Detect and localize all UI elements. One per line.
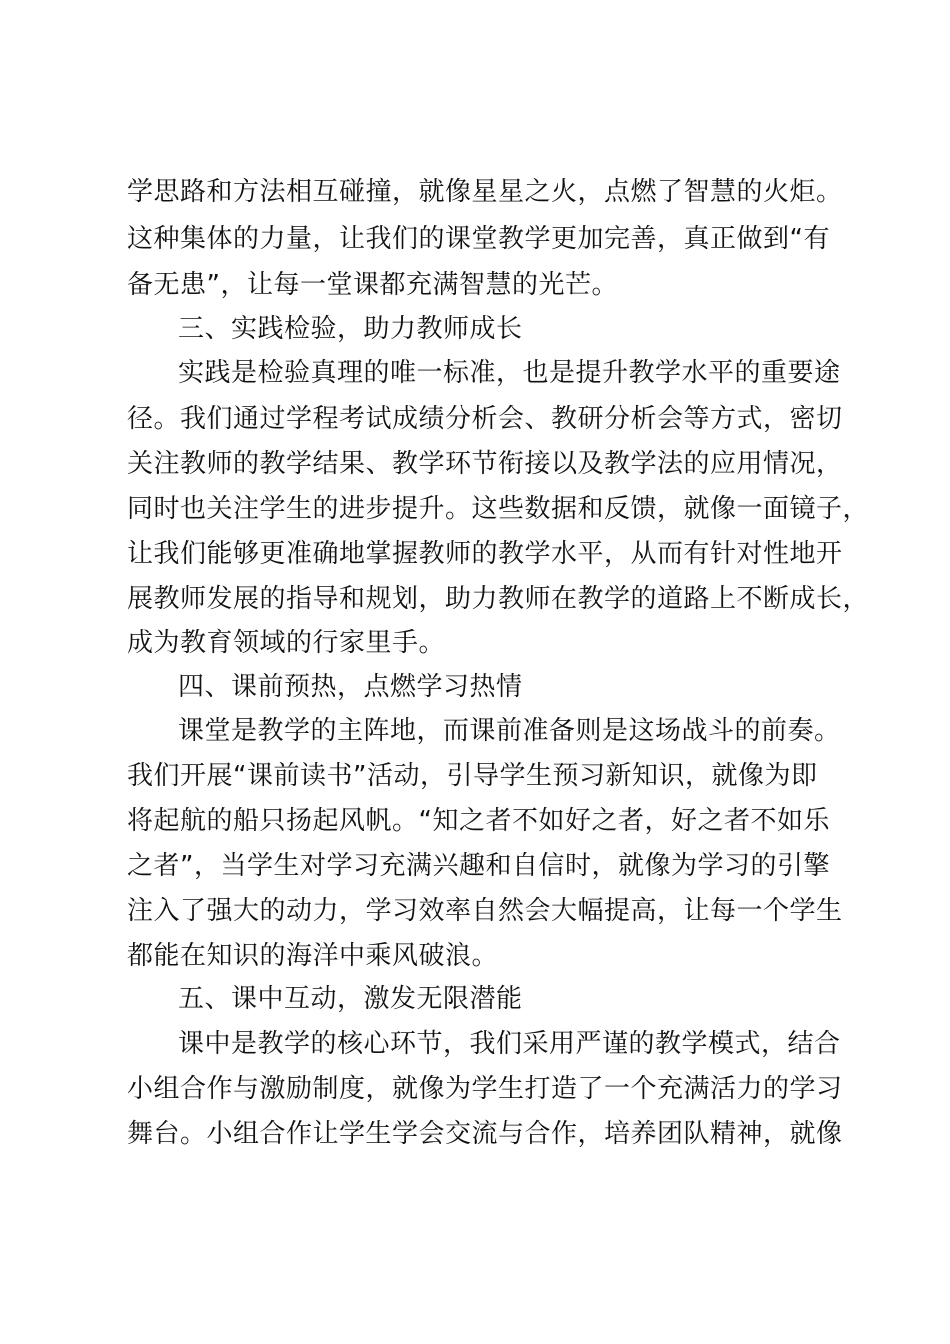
paragraph-first-line: 课堂是教学的主阵地，而课前准备则是这场战斗的前奏。 [178,716,841,746]
body-line: 将起航的船只扬起风帆。“知之者不如好之者，好之者不如乐 [127,806,830,836]
body-line: 这种集体的力量，让我们的课堂教学更加完善，真正做到“有 [127,224,830,254]
body-line: 小组合作与激励制度，就像为学生打造了一个充满活力的学习 [127,1074,843,1104]
body-line: 学思路和方法相互碰撞，就像星星之火，点燃了智慧的火炬。 [127,177,843,207]
body-line: 关注教师的教学结果、教学环节衔接以及教学法的应用情况， [127,449,843,479]
paragraph-first-line: 实践是检验真理的唯一标准，也是提升教学水平的重要途 [178,358,841,388]
body-line: 展教师发展的指导和规划，助力教师在教学的道路上不断成长， [127,584,870,614]
body-line: 成为教育领域的行家里手。 [127,628,446,658]
body-line: 都能在知识的海洋中乘风破浪。 [127,941,499,971]
body-line: 之者”，当学生对学习充满兴趣和自信时，就像为学习的引擎 [127,851,830,881]
section-heading-4: 四、课前预热，点燃学习热情 [178,672,523,702]
body-line: 舞台。小组合作让学生学会交流与合作，培养团队精神，就像 [127,1119,843,1149]
body-line: 径。我们通过学程考试成绩分析会、教研分析会等方式，密切 [127,404,843,434]
body-line: 同时也关注学生的进步提升。这些数据和反馈，就像一面镜子， [127,494,870,524]
section-heading-3: 三、实践检验，助力教师成长 [178,314,523,344]
body-line: 让我们能够更准确地掌握教师的教学水平，从而有针对性地开 [127,539,843,569]
section-heading-5: 五、课中互动，激发无限潜能 [178,984,523,1014]
body-line: 备无患”，让每一堂课都充满智慧的光芒。 [127,270,618,300]
body-line: 注入了强大的动力，学习效率自然会大幅提高，让每一个学生 [127,896,843,926]
body-line: 我们开展“课前读书”活动，引导学生预习新知识，就像为即 [127,761,818,791]
paragraph-first-line: 课中是教学的核心环节，我们采用严谨的教学模式，结合 [178,1029,841,1059]
